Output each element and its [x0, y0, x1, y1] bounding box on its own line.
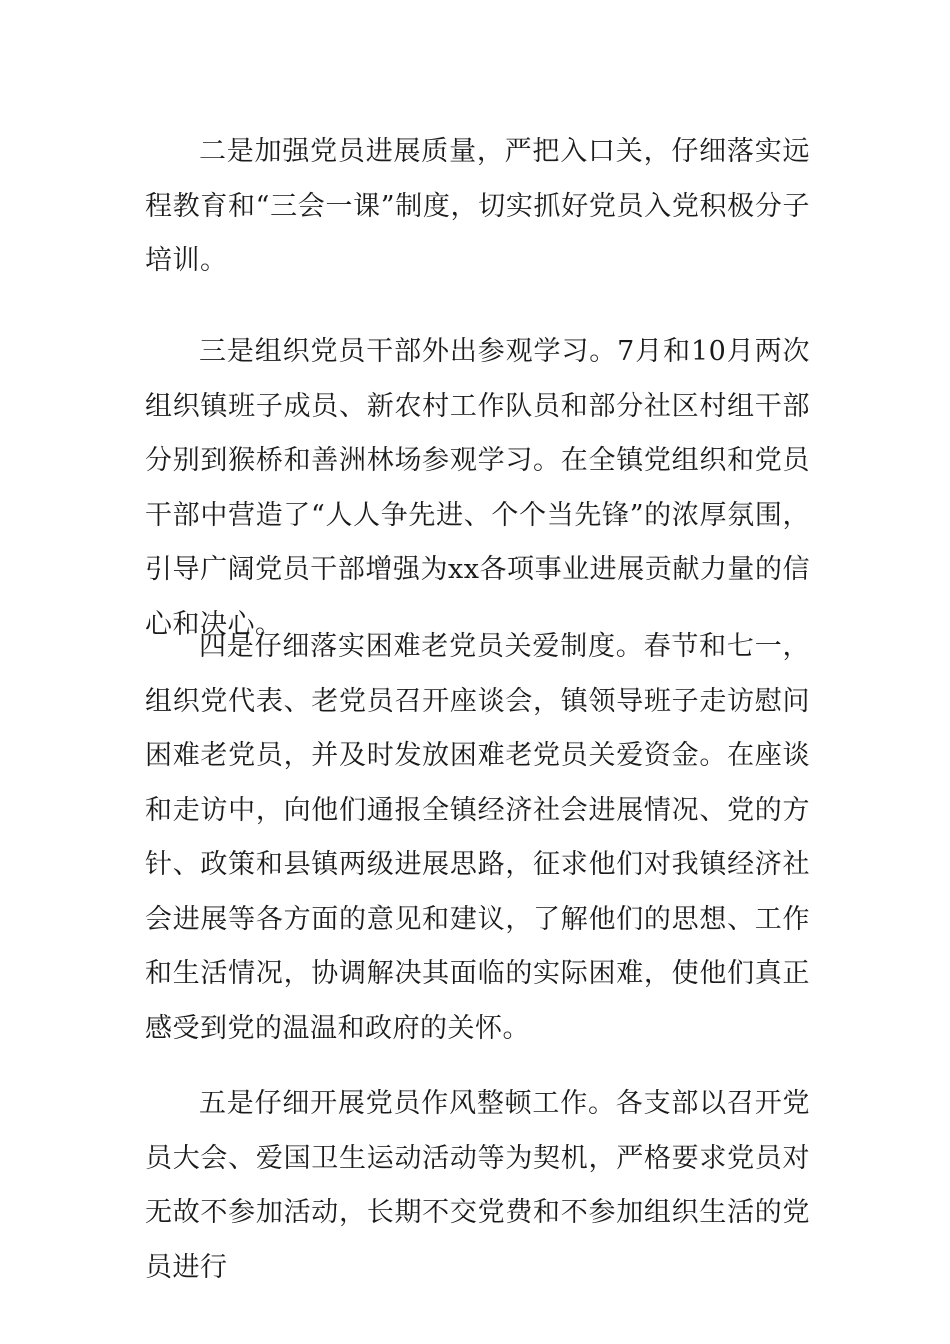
paragraph-4: 四是仔细落实困难老党员关爱制度。春节和七一，组织党代表、老党员召开座谈会，镇领导班子走访慰问困难老党员，并及时发放困难老党员关爱资金。在座谈和走访中，向他们通报全镇经济社会进展情况、党的方针、政策和县镇两级进展思路，征求他们对我镇经济社会进展等各方面的意见和建议，了解他们的思想、工作和生活情况，协调解决其面临的实际困难，使他们真正感受到党的温温和政府的关怀。 [145, 631, 810, 1044]
paragraph-3: 三是组织党员干部外出参观学习。7月和10月两次组织镇班子成员、新农村工作队员和部分社区村组干部分别到猴桥和善洲林场参观学习。在全镇党组织和党员干部中营造了“人人争先进、个个当先锋”的浓厚氛围，引导广阔党员干部增强为xx各项事业进展贡献力量的信心和决心。 [145, 336, 810, 640]
paragraph-5: 五是仔细开展党员作风整顿工作。各支部以召开党员大会、爱国卫生运动活动等为契机，严格要求党员对无故不参加活动，长期不交党费和不参加组织生活的党员进行 [145, 1088, 810, 1283]
paragraph-2: 二是加强党员进展质量，严把入口关，仔细落实远程教育和“三会一课”制度，切实抓好党员入党积极分子培训。 [145, 136, 810, 276]
